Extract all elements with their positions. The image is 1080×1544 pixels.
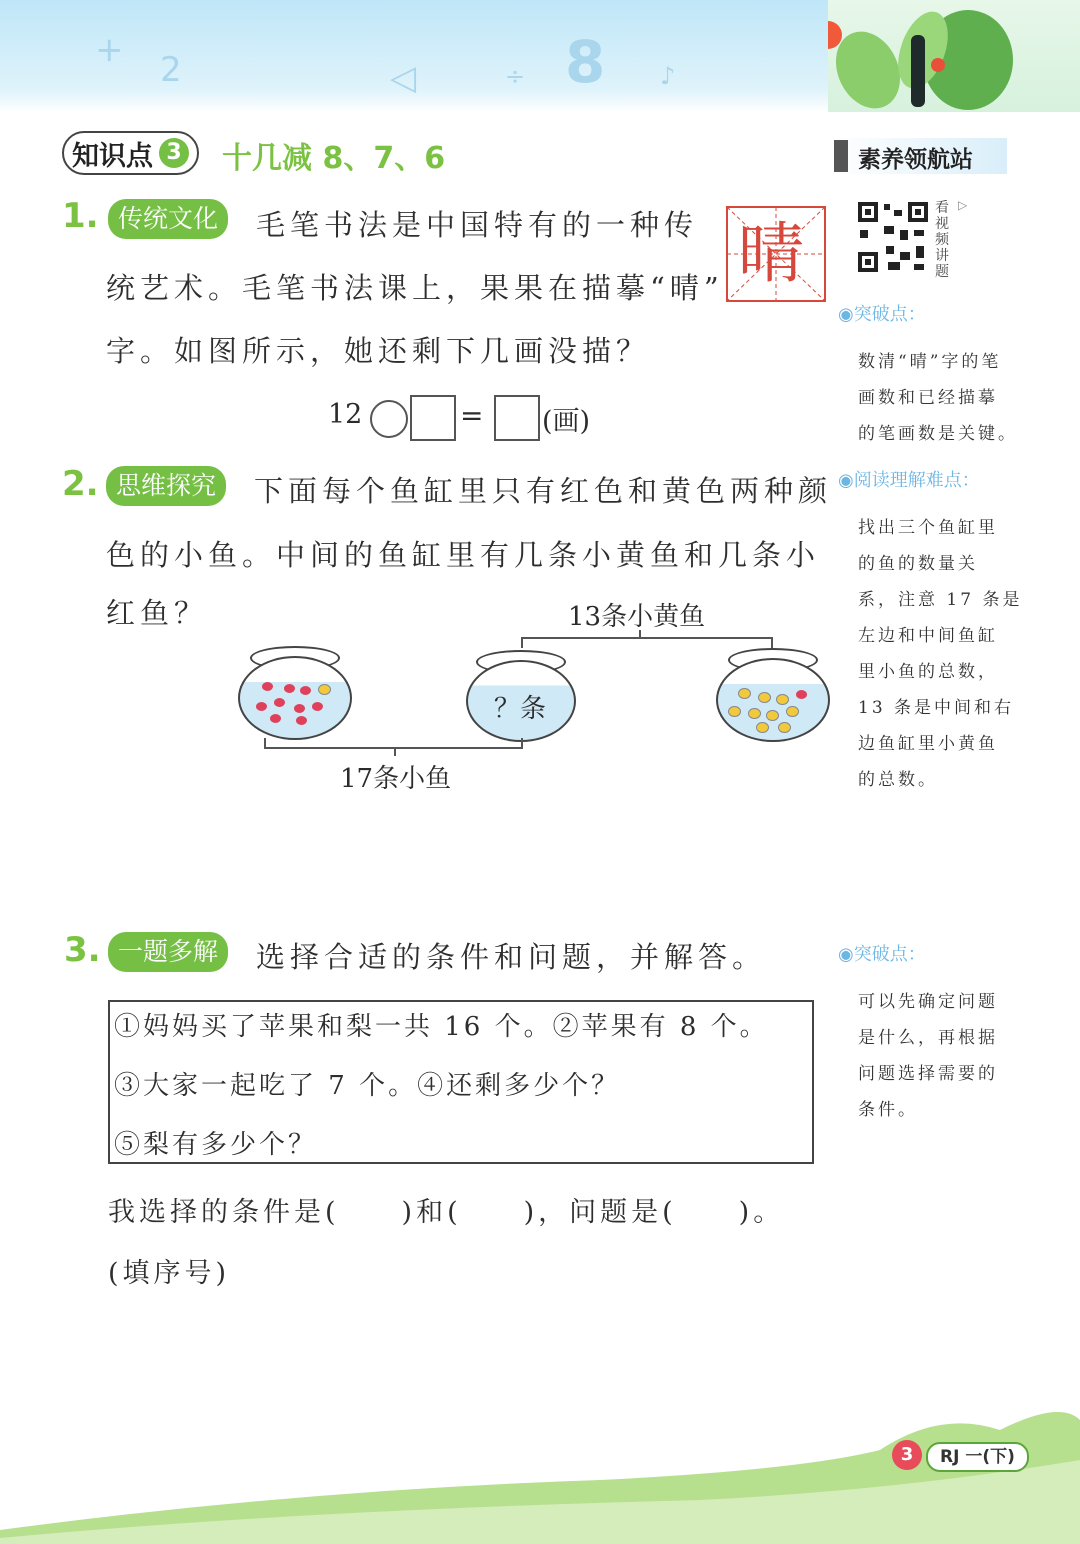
condition-line2: ③大家一起吃了 7 个。④还剩多少个？ bbox=[114, 1071, 621, 1101]
answer-box-1[interactable] bbox=[410, 395, 456, 441]
qr-code-icon[interactable] bbox=[856, 200, 930, 274]
red-fish-icon bbox=[796, 690, 807, 699]
yellow-fish-icon bbox=[318, 684, 331, 695]
red-fish-icon bbox=[300, 686, 311, 695]
qing-character: 晴 bbox=[738, 215, 804, 292]
yellow-fish-icon bbox=[758, 692, 771, 703]
deco-triangle-icon: ◁ bbox=[390, 58, 417, 98]
tip3-line: 是什么，再根据 bbox=[858, 1028, 998, 1048]
yellow-fish-icon bbox=[738, 688, 751, 699]
red-fish-icon bbox=[262, 682, 273, 691]
lighthouse-icon bbox=[834, 140, 848, 172]
tip2-line: 左边和中间鱼缸 bbox=[858, 626, 998, 646]
top-brace bbox=[500, 628, 780, 650]
answer-line[interactable]: 我选择的条件是( )和( )，问题是( )。 bbox=[108, 1197, 785, 1228]
tip1-line: 画数和已经描摹 bbox=[858, 388, 998, 408]
label-fish-total: 17条小鱼 bbox=[340, 764, 452, 794]
q2-line2: 色的小鱼。中间的鱼缸里有几条小黄鱼和几条小 bbox=[106, 538, 821, 572]
deco-plus-icon: + bbox=[95, 30, 124, 70]
tip2-line: 系，注意 17 条是 bbox=[858, 590, 1023, 610]
play-icon: ▷ bbox=[958, 198, 968, 212]
sidebar-tip-2 bbox=[838, 466, 1023, 798]
edition-badge: RJ 一(下) bbox=[926, 1442, 1029, 1472]
red-fish-icon bbox=[270, 714, 281, 723]
bottom-brace bbox=[260, 736, 540, 758]
q1-line3: 字。如图所示，她还剩下几画没描？ bbox=[106, 334, 651, 368]
kp-title: 十几减 8、7、6 bbox=[222, 141, 446, 176]
sidebar-tip-3 bbox=[838, 940, 1018, 1128]
tip3-line: 问题选择需要的 bbox=[858, 1064, 998, 1084]
yellow-fish-icon bbox=[728, 706, 741, 717]
q3-intro: 选择合适的条件和问题，并解答。 bbox=[256, 940, 767, 974]
yellow-fish-icon bbox=[748, 708, 761, 719]
q3-tag: 一题多解 bbox=[108, 932, 228, 972]
tip2-line: 的鱼的数量关 bbox=[858, 554, 978, 574]
yellow-fish-icon bbox=[778, 722, 791, 733]
label-yellow-total: 13条小黄鱼 bbox=[568, 602, 706, 632]
q2-number: 2. bbox=[62, 464, 99, 504]
red-fish-icon bbox=[312, 702, 323, 711]
yellow-fish-icon bbox=[756, 722, 769, 733]
yellow-fish-icon bbox=[786, 706, 799, 717]
q2-tag: 思维探究 bbox=[106, 466, 226, 506]
deco-note-icon: ♪ bbox=[660, 62, 676, 90]
tip3-head: ◉突破点： bbox=[838, 944, 926, 965]
answer-box-2[interactable] bbox=[494, 395, 540, 441]
sidebar-title: 素养领航站 bbox=[858, 147, 973, 173]
eq-unit: (画) bbox=[542, 406, 591, 437]
operator-circle-input[interactable] bbox=[370, 400, 408, 438]
deco-digit-icon: 2 bbox=[160, 50, 182, 90]
condition-line1: ①妈妈买了苹果和梨一共 16 个。②苹果有 8 个。 bbox=[114, 1012, 769, 1042]
tip1-line: 数清“晴”字的笔 bbox=[858, 352, 1002, 372]
tip3-line: 可以先确定问题 bbox=[858, 992, 998, 1012]
q1-line1: 毛笔书法是中国特有的一种传 bbox=[256, 208, 699, 242]
qr-caption: 看视频讲题 bbox=[935, 200, 949, 280]
kp-label: 知识点 bbox=[72, 140, 153, 172]
tip3-line: 条件。 bbox=[858, 1100, 918, 1120]
red-fish-icon bbox=[296, 716, 307, 725]
red-fish-icon bbox=[294, 704, 305, 713]
deco-divide-icon: ÷ bbox=[505, 62, 526, 90]
kp-number: 3 bbox=[159, 138, 189, 168]
red-fish-icon bbox=[284, 684, 295, 693]
q2-line3: 红鱼？ bbox=[106, 596, 209, 630]
kp-badge bbox=[62, 131, 199, 175]
tip2-head: ◉阅读理解难点： bbox=[838, 470, 980, 491]
sidebar-tip-1 bbox=[838, 300, 1018, 452]
red-fish-icon bbox=[274, 698, 285, 707]
tip1-line: 的笔画数是关键。 bbox=[858, 424, 1018, 444]
q2-line1: 下面每个鱼缸里只有红色和黄色两种颜 bbox=[254, 474, 833, 508]
plant-illustration bbox=[828, 0, 1080, 112]
condition-line3: ⑤梨有多少个？ bbox=[114, 1130, 318, 1160]
tip2-line: 里小鱼的总数， bbox=[858, 662, 998, 682]
deco-eight: 8 bbox=[565, 28, 606, 96]
tip2-line: 边鱼缸里小黄鱼 bbox=[858, 734, 998, 754]
yellow-fish-icon bbox=[776, 694, 789, 705]
left-bowl bbox=[238, 656, 352, 740]
q1-line2: 统艺术。毛笔书法课上，果果在描摹“晴” bbox=[106, 271, 724, 305]
tip2-line: 13 条是中间和右 bbox=[858, 698, 1015, 718]
middle-bowl-label: ？条 bbox=[494, 694, 547, 724]
page-number: 3 bbox=[892, 1440, 922, 1470]
tip2-line: 找出三个鱼缸里 bbox=[858, 518, 998, 538]
tip2-line: 的总数。 bbox=[858, 770, 938, 790]
red-fish-icon bbox=[256, 702, 267, 711]
eq-equals: = bbox=[460, 399, 484, 432]
yellow-fish-icon bbox=[766, 710, 779, 721]
q1-number: 1. bbox=[62, 196, 99, 236]
eq-start: 12 bbox=[328, 399, 363, 430]
answer-note: (填序号) bbox=[108, 1258, 231, 1289]
q3-number: 3. bbox=[64, 930, 101, 970]
tip1-head: ◉突破点： bbox=[838, 304, 926, 325]
right-bowl bbox=[716, 658, 830, 742]
q1-tag: 传统文化 bbox=[108, 199, 228, 239]
